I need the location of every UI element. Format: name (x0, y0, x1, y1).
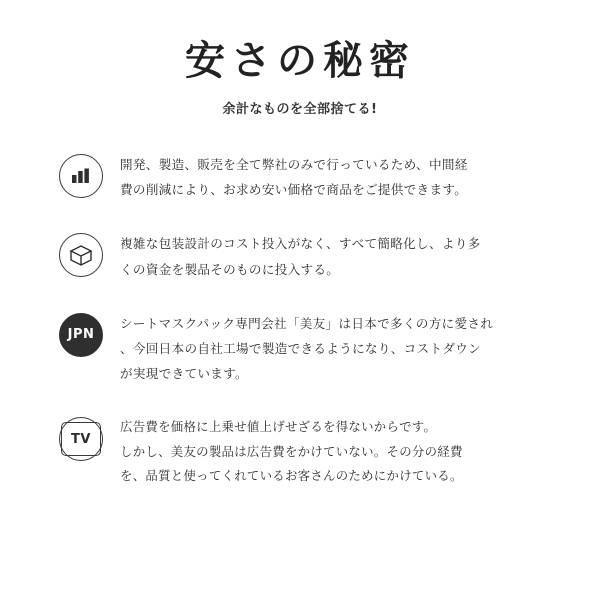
item-text-line: 、今回日本の自社工場で製造できるようになり、コストダウン (120, 340, 482, 356)
item-text-line: が実現できています。 (120, 366, 248, 382)
page-header (40, 38, 560, 117)
page-subtitle: 余計なものを全部捨てる! (222, 102, 378, 117)
item-text-line: 広告費を価格に上乗せ値上げせざるを得ないからです。 (120, 419, 437, 435)
item-text (120, 414, 560, 488)
item-text (120, 230, 560, 281)
jpn-badge-icon (59, 313, 103, 357)
tv-screen (61, 422, 101, 456)
item-text-line: 費の削減により、お求め安い価格で商品をご提供できます。 (120, 182, 468, 198)
list-item (40, 230, 560, 281)
tv-icon (59, 417, 103, 461)
tv-label: TV (71, 431, 91, 447)
icon-slot (58, 153, 104, 199)
item-text-line: しかし、美友の製品は広告費をかけていない。その分の経費 (120, 443, 463, 459)
list-item (40, 310, 560, 387)
jpn-badge-label: JPN (67, 327, 95, 343)
item-text-line: シートマスクパック専門会社「美友」は日本で多くの方に愛され (120, 315, 494, 331)
icon-slot (58, 232, 104, 278)
package-box-icon (59, 233, 103, 277)
icon-slot (58, 312, 104, 358)
icon-slot (58, 416, 104, 462)
item-text-line: くの資金を製品そのものに投入する。 (120, 261, 340, 277)
item-text (120, 151, 560, 202)
item-text-line: 複雑な包装設計のコスト投入がなく、すべて簡略化し、より多 (120, 236, 481, 252)
chart-bars-icon (59, 154, 103, 198)
page-title: 安さの秘密 (185, 38, 415, 84)
item-text (120, 310, 560, 387)
benefit-list (40, 151, 560, 488)
list-item (40, 151, 560, 202)
item-text-line: 開発、製造、販売を全て弊社のみで行っているため、中間経 (120, 157, 468, 172)
item-text-line: を、品質と使ってくれているお客さんのためにかけている。 (120, 467, 463, 483)
list-item (40, 414, 560, 488)
